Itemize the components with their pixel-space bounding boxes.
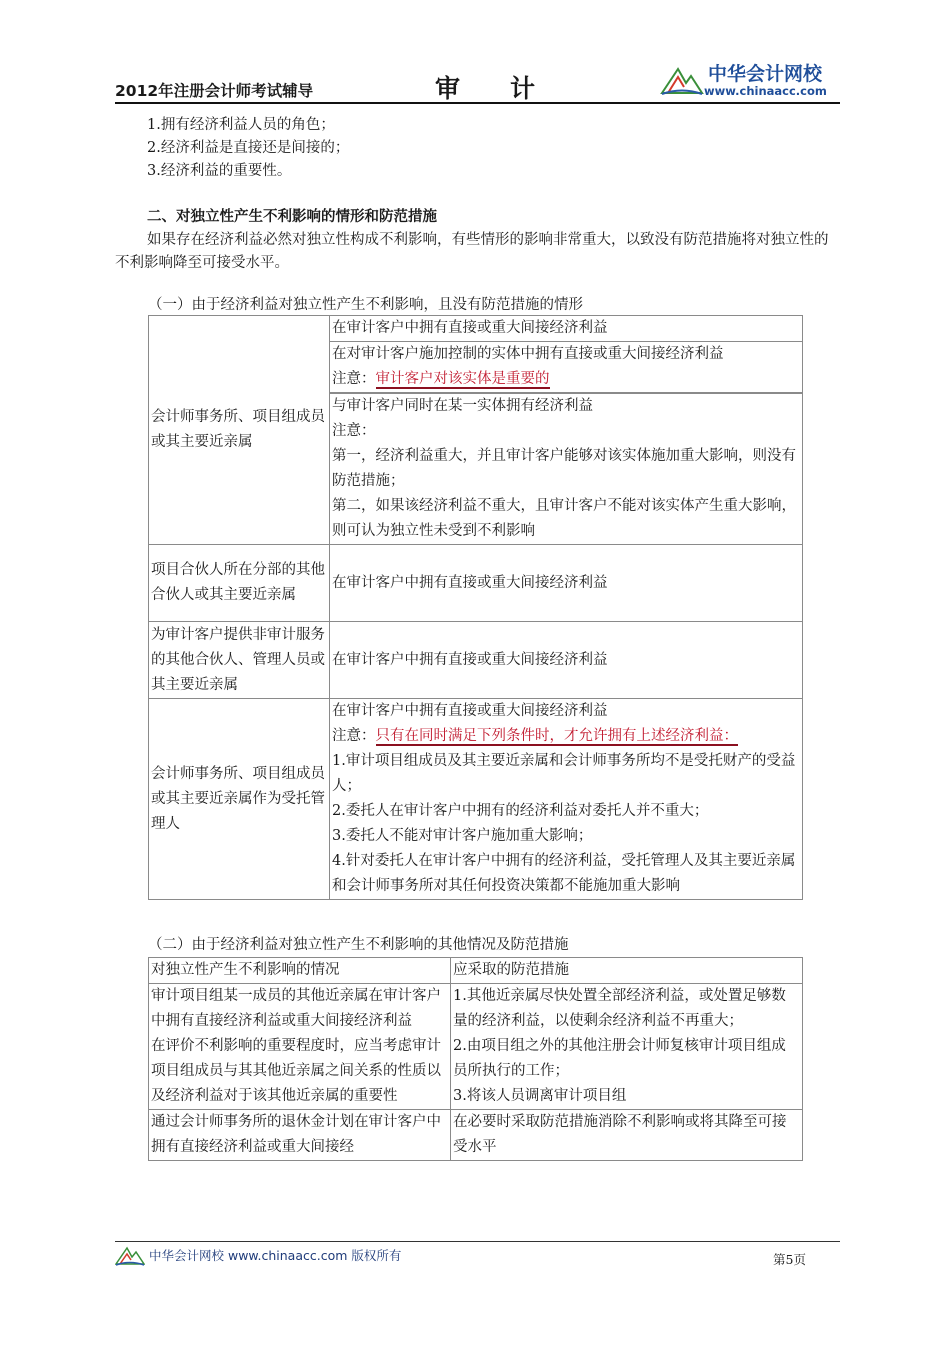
table-cell: 在对审计客户施加控制的实体中拥有直接或重大间接经济利益 注意：审计客户对该实体是重要的	[330, 342, 802, 394]
table-header-row	[149, 958, 803, 984]
table-cell: 在审计客户中拥有直接或重大间接经济利益	[330, 316, 802, 342]
table-row	[149, 316, 803, 545]
table-row	[149, 699, 803, 900]
table-cell: 1.其他近亲属尽快处置全部经济利益，或处置足够数量的经济利益，以使剩余经济利益不再重大； 2.由项目组之外的其他注册会计师复核审计项目组成员所执行的工作； 3.将该人员调离审计项目组	[451, 984, 803, 1110]
page-header	[115, 55, 840, 103]
table-cell: 在审计客户中拥有直接或重大间接经济利益	[330, 545, 803, 622]
table-cell: 通过会计师事务所的退休金计划在审计客户中拥有直接经济利益或重大间接经	[149, 1110, 451, 1161]
highlighted-note: 审计客户对该实体是重要的	[375, 371, 550, 387]
page-content	[115, 114, 840, 275]
column-header: 应采取的防范措施	[451, 958, 803, 984]
table-cell: 在审计客户中拥有直接或重大间接经济利益 注意：只有在同时满足下列条件时，才允许拥有上述经济利益： 1.审计项目组成员及其主要近亲属和会计师事务所均不是受托财产的受益人； 2.委托人在审计客户中拥有的经济利益对委托人并不重大； 3.委托人不能对审计客户施加重大影响； 4.针对委托人在审计客户中拥有的经济利益，受托管理人及其主要近亲属和会计师事务所对其任何投资决策都不能施加重大影响	[330, 699, 803, 900]
list-item: 1.拥有经济利益人员的角色；	[147, 117, 335, 133]
section-title: 二、对独立性产生不利影响的情形和防范措施	[147, 209, 437, 225]
table-cell: 项目合伙人所在分部的其他合伙人或其主要近亲属	[149, 545, 330, 622]
header-subject: 审计	[435, 74, 586, 103]
section-paragraph: 如果存在经济利益必然对独立性构成不利影响，有些情形的影响非常重大，以致没有防范措施将对独立性的不利影响降至可接受水平。	[115, 232, 829, 271]
table-row	[149, 984, 803, 1110]
table-cell: 在审计客户中拥有直接或重大间接经济利益	[330, 622, 803, 699]
table2-caption: （二）由于经济利益对独立性产生不利影响的其他情况及防范措施	[148, 937, 569, 953]
footer-copyright: 中华会计网校 www.chinaacc.com 版权所有	[149, 1248, 402, 1263]
chinaacc-logo	[660, 59, 840, 99]
header-rule	[115, 102, 840, 104]
logo-mark-icon	[660, 63, 704, 97]
page-footer	[115, 1244, 840, 1270]
header-course-title: 2012年注册会计师考试辅导	[115, 82, 314, 100]
table-row	[149, 1110, 803, 1161]
column-header: 对独立性产生不利影响的情况	[149, 958, 451, 984]
table-cell: 与审计客户同时在某一实体拥有经济利益 注意： 第一，经济利益重大，并且审计客户能够对该实体施加重大影响，则没有防范措施； 第二，如果该经济利益不重大，且审计客户不能对该实体产生重大影响，则可认为独立性未受到不利影响	[332, 398, 796, 539]
table-cell: 在必要时采取防范措施消除不利影响或将其降至可接受水平	[451, 1110, 803, 1161]
table-cell: 审计项目组某一成员的其他近亲属在审计客户中拥有直接经济利益或重大间接经济利益 在评价不利影响的重要程度时，应当考虑审计项目组成员与其其他近亲属之间关系的性质以及经济利益对于该其他近亲属的重要性	[149, 984, 451, 1110]
table-no-safeguards	[148, 315, 803, 900]
page-number: 第5页	[773, 1252, 806, 1267]
table-cell: 为审计客户提供非审计服务的其他合伙人、管理人员或其主要近亲属	[149, 622, 330, 699]
footer-logo-icon	[115, 1244, 145, 1266]
table-cell: 会计师事务所、项目组成员或其主要近亲属	[149, 316, 330, 545]
table-row	[149, 545, 803, 622]
footer-rule	[115, 1241, 840, 1242]
list-item: 2.经济利益是直接还是间接的；	[147, 140, 350, 156]
table-row	[149, 622, 803, 699]
table-other-safeguards	[148, 957, 803, 1161]
table-cell: 会计师事务所、项目组成员或其主要近亲属作为受托管理人	[149, 699, 330, 900]
list-item: 3.经济利益的重要性。	[147, 163, 292, 179]
logo-url: www.chinaacc.com	[704, 84, 827, 98]
table1-caption: （一）由于经济利益对独立性产生不利影响，且没有防范措施的情形	[148, 297, 583, 313]
logo-name: 中华会计网校	[708, 63, 823, 85]
highlighted-note: 只有在同时满足下列条件时，才允许拥有上述经济利益：	[375, 728, 738, 744]
